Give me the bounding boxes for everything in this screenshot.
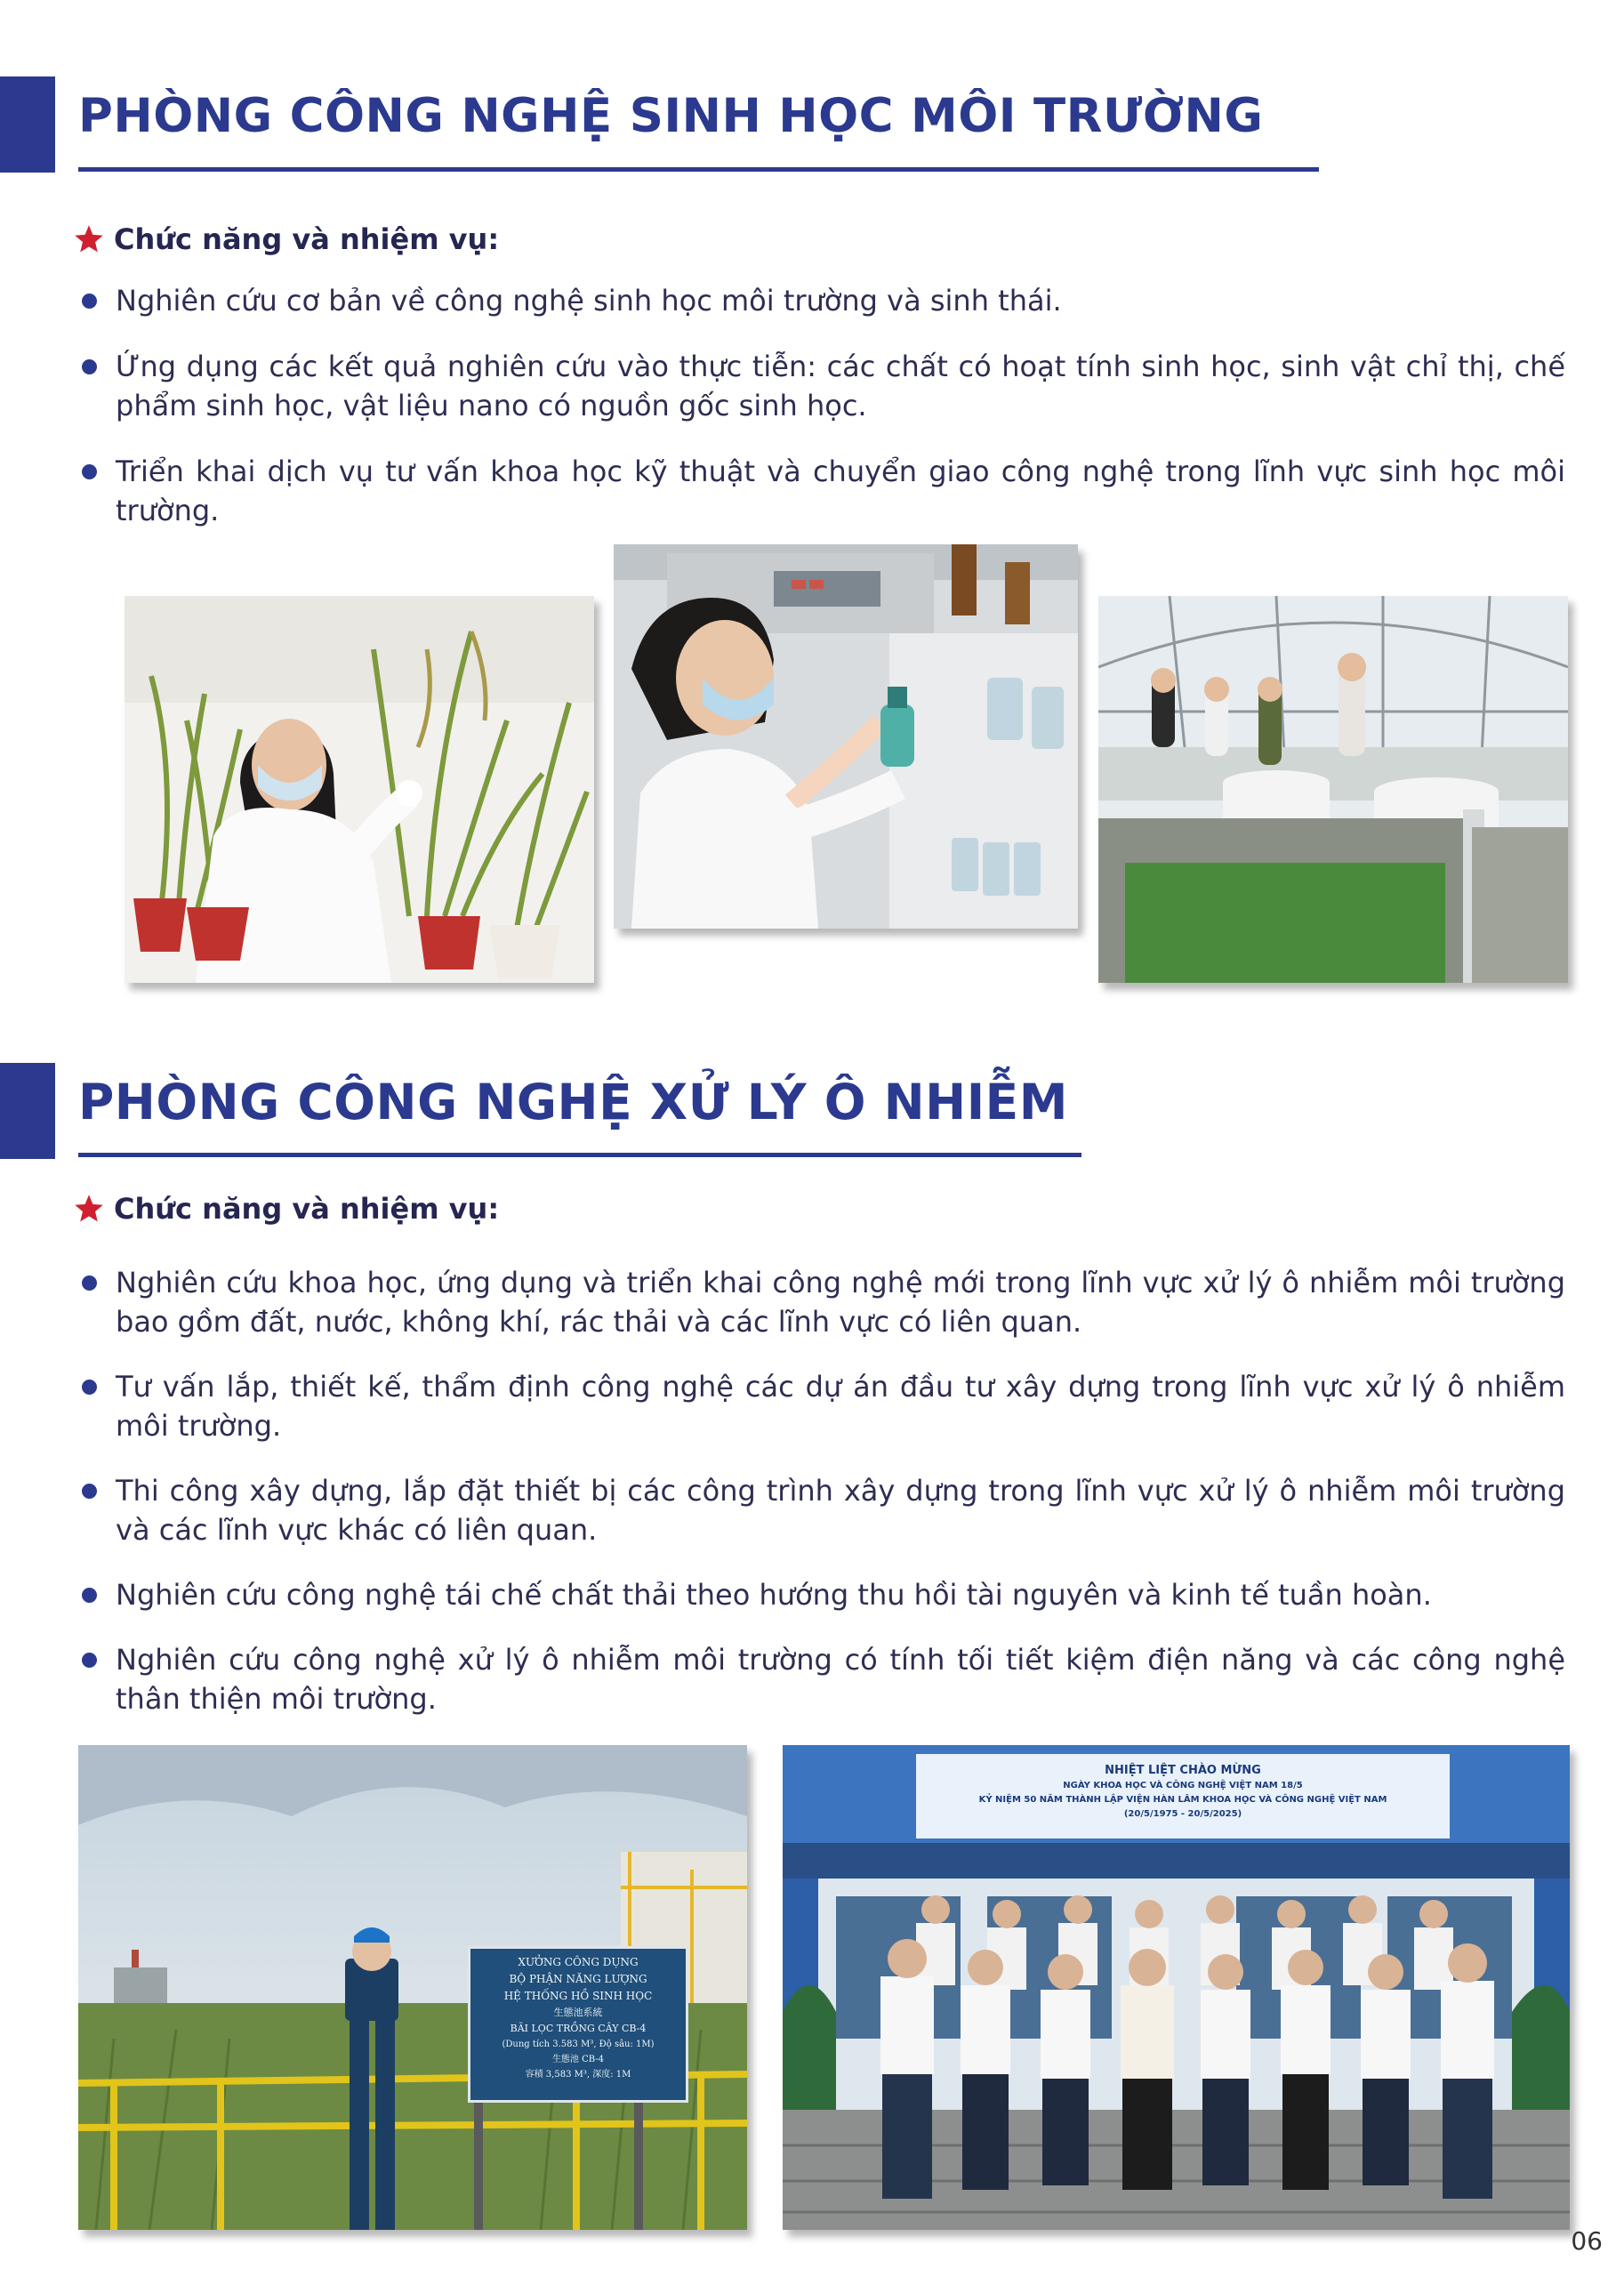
list-item-text: Nghiên cứu công nghệ tái chế chất thải theo hướng thu hồi tài nguyên và kinh tế tuần hoàn. bbox=[116, 1578, 1432, 1612]
page-number: 06 bbox=[1571, 2226, 1603, 2256]
section-title-underline bbox=[78, 1153, 1081, 1157]
sign-line: 生態池 CB-4 bbox=[551, 2055, 605, 2064]
photo-greenhouse-tanks bbox=[1098, 596, 1568, 983]
functions-heading bbox=[73, 222, 499, 256]
list-item bbox=[80, 1471, 1565, 1549]
functions-heading bbox=[73, 1192, 499, 1226]
bullet-icon bbox=[82, 1653, 97, 1668]
list-item bbox=[80, 347, 1565, 425]
functions-heading-label: Chức năng và nhiệm vụ: bbox=[114, 222, 500, 256]
photo-lab-researcher bbox=[614, 544, 1078, 929]
banner-line: NHIỆT LIỆT CHÀO MỪNG bbox=[1105, 1764, 1261, 1777]
functions-heading-label: Chức năng và nhiệm vụ: bbox=[114, 1192, 500, 1226]
list-item-text: Triển khai dịch vụ tư vấn khoa học kỹ thuật và chuyển giao công nghệ trong lĩnh vực sinh học môi trường. bbox=[116, 455, 1565, 527]
photo-rice-plant-researcher bbox=[125, 596, 594, 983]
sign-line: XƯỞNG CÔNG DỤNG bbox=[518, 1956, 639, 1968]
list-item-text: Thi công xây dựng, lắp đặt thiết bị các công trình xây dựng trong lĩnh vực xử lý ô nhiễm môi trường và các lĩnh vực khác có liên quan. bbox=[116, 1474, 1565, 1547]
bullet-icon bbox=[82, 464, 97, 479]
list-item bbox=[80, 281, 1565, 320]
sign-line: BỘ PHẬN NĂNG LƯỢNG bbox=[509, 1973, 647, 1985]
banner-line: NGÀY KHOA HỌC VÀ CÔNG NGHỆ VIỆT NAM 18/5 bbox=[1063, 1781, 1303, 1790]
star-icon bbox=[73, 1193, 105, 1225]
section-title-underline bbox=[78, 167, 1319, 172]
list-item-text: Tư vấn lắp, thiết kế, thẩm định công nghệ các dự án đầu tư xây dựng trong lĩnh vực xử lý ô nhiễm môi trường. bbox=[116, 1370, 1565, 1443]
section1-duty-list bbox=[80, 281, 1565, 530]
banner-line: KỶ NIỆM 50 NĂM THÀNH LẬP VIỆN HÀN LÂM KHOA HỌC VÀ CÔNG NGHỆ VIỆT NAM bbox=[978, 1795, 1387, 1805]
sign-line: HỆ THỐNG HỒ SINH HỌC bbox=[503, 1990, 653, 2002]
list-item bbox=[80, 1575, 1565, 1614]
section2-duty-list bbox=[80, 1263, 1565, 1718]
banner-line: (20/5/1975 - 20/5/2025) bbox=[1123, 1809, 1242, 1819]
sign-line: (Dung tích 3.583 M³, Độ sâu: 1M) bbox=[502, 2040, 655, 2049]
bullet-icon bbox=[82, 1275, 97, 1291]
celebration-banner bbox=[916, 1756, 1450, 1838]
sign-line: 容積 3,583 M³, 深度: 1M bbox=[525, 2070, 631, 2080]
section-title-pollution-treatment: PHÒNG CÔNG NGHỆ XỬ LÝ Ô NHIỄM bbox=[78, 1074, 1068, 1130]
sign-line: BÃI LỌC TRỒNG CÂY CB-4 bbox=[510, 2023, 647, 2034]
list-item-text: Nghiên cứu công nghệ xử lý ô nhiễm môi trường có tính tối tiết kiệm điện năng và các công nghệ thân thiện môi trường. bbox=[116, 1643, 1565, 1716]
list-item-text: Nghiên cứu cơ bản về công nghệ sinh học môi trường và sinh thái. bbox=[116, 284, 1062, 318]
section-accent-bar bbox=[0, 1063, 55, 1159]
bullet-icon bbox=[82, 1380, 97, 1395]
list-item bbox=[80, 1263, 1565, 1341]
star-icon bbox=[73, 223, 105, 255]
list-item bbox=[80, 452, 1565, 530]
bullet-icon bbox=[82, 1588, 97, 1603]
list-item bbox=[80, 1367, 1565, 1445]
list-item-text: Ứng dụng các kết quả nghiên cứu vào thực tiễn: các chất có hoạt tính sinh học, sinh vật chỉ thị, chế phẩm sinh học, vật liệu nano có nguồn gốc sinh học. bbox=[116, 350, 1565, 422]
bullet-icon bbox=[82, 359, 97, 374]
section-title-environmental-biotech: PHÒNG CÔNG NGHỆ SINH HỌC MÔI TRƯỜNG bbox=[78, 89, 1264, 143]
section-accent-bar bbox=[0, 76, 55, 173]
bullet-icon bbox=[82, 294, 97, 309]
wetland-sign bbox=[468, 1946, 688, 2103]
photo-constructed-wetland bbox=[78, 1745, 747, 2230]
list-item-text: Nghiên cứu khoa học, ứng dụng và triển khai công nghệ mới trong lĩnh vực xử lý ô nhiễm môi trường bao gồm đất, nước, không khí, rác thải và các lĩnh vực có liên quan. bbox=[116, 1266, 1565, 1339]
photo-staff-group bbox=[783, 1745, 1570, 2230]
sign-line: 生態池系統 bbox=[553, 2007, 603, 2018]
list-item bbox=[80, 1640, 1565, 1718]
bullet-icon bbox=[82, 1484, 97, 1499]
